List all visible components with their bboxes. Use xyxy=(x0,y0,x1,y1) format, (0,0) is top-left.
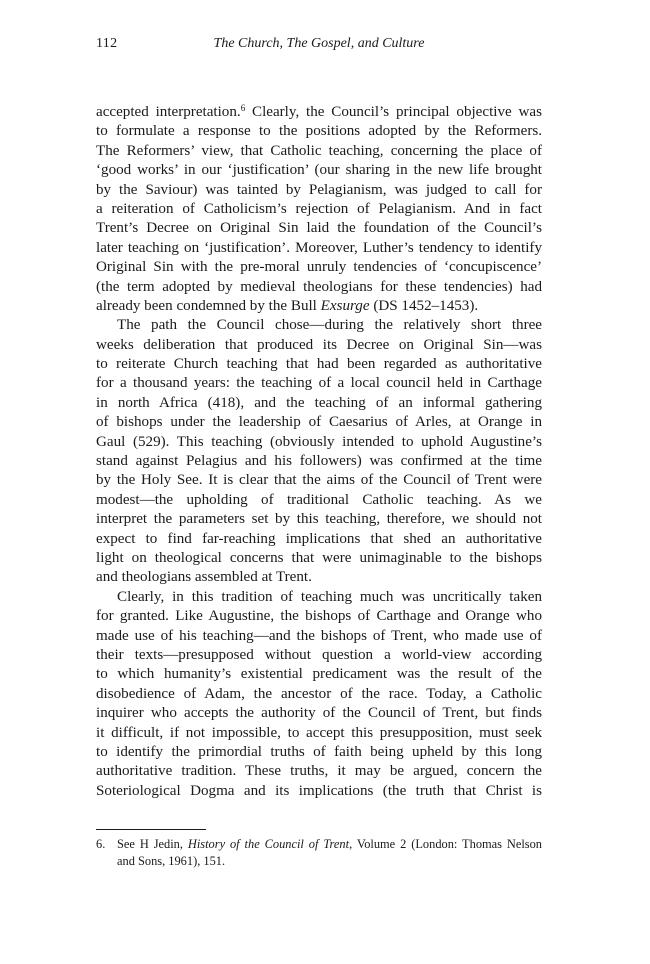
text-line: Clearly, in this tradition of teaching much was uncritically taken xyxy=(117,588,542,605)
text-line: Original Sin with the pre-moral unruly tendencies of ‘concupiscence’ xyxy=(96,259,542,276)
text-line: (the term adopted by medieval theologians for these tendencies) had xyxy=(96,278,542,295)
text-line: ‘good works’ in our ‘justification’ (our sharing in the new life brought xyxy=(96,162,542,179)
running-head: The Church, The Gospel, and Culture xyxy=(213,36,425,51)
footnote-number: 6. xyxy=(96,837,106,851)
text-line: The path the Council chose—during the relatively short three xyxy=(117,317,542,334)
text-segment: Clearly, the Council’s principal objective was xyxy=(245,104,543,120)
footnote-book-title: History of the Council of Trent xyxy=(187,837,350,851)
text-line: stand against Pelagius and his followers) was confirmed at the time xyxy=(96,453,542,470)
footnote-reference: 6 xyxy=(240,103,246,113)
text-line: light on theological concerns that were unimaginable to the bishops xyxy=(96,549,542,566)
text-line: later teaching on ‘justification’. Moreover, Luther’s tendency to identify xyxy=(96,239,542,256)
text-line: authoritative tradition. These truths, it may be argued, concern the xyxy=(96,763,542,780)
body-text xyxy=(96,103,542,801)
footnote-text xyxy=(117,836,542,870)
footnote-text-segment: See H Jedin, xyxy=(117,837,188,851)
text-line: expect to find far-reaching implications that shed an authoritative xyxy=(96,530,542,547)
text-segment: already been condemned by the Bull xyxy=(96,297,321,314)
text-line: by the Saviour) was tainted by Pelagianism, was judged to call for xyxy=(96,181,542,198)
text-line: to which humanity’s existential predicament was the result of the xyxy=(96,666,542,683)
text-line: weeks deliberation that produced its Decree on Original Sin—was xyxy=(96,336,542,353)
text-line: Trent’s Decree on Original Sin laid the foundation of the Council’s xyxy=(96,220,542,237)
text-line xyxy=(96,297,542,316)
text-line: inquirer who accepts the authority of the Council of Trent, but finds xyxy=(96,705,542,722)
text-line: to reiterate Church teaching that had been regarded as authoritative xyxy=(96,356,542,373)
text-line: disobedience of Adam, the ancestor of the race. Today, a Catholic xyxy=(96,685,542,702)
text-line: interpret the parameters set by this teaching, therefore, we should not xyxy=(96,511,542,528)
text-line: for granted. Like Augustine, the bishops of Carthage and Orange who xyxy=(96,608,542,625)
text-line: by the Holy See. It is clear that the aims of the Council of Trent were xyxy=(96,472,542,489)
text-line: of bishops under the leadership of Caesarius of Arles, at Orange in xyxy=(96,414,542,431)
text-line: a reiteration of Catholicism’s rejection of Pelagianism. And in fact xyxy=(96,200,542,217)
text-line: The Reformers’ view, that Catholic teaching, concerning the place of xyxy=(96,142,542,159)
text-line: to formulate a response to the positions adopted by the Reformers. xyxy=(96,123,542,140)
footnote-rule xyxy=(96,829,206,830)
page-number: 112 xyxy=(96,36,118,51)
footnote-text-segment: , Volume 2 (London: Thomas Nelson xyxy=(349,837,543,851)
text-line: Soteriological Dogma and its implications (the truth that Christ is xyxy=(96,782,542,799)
text-line: and theologians assembled at Trent. xyxy=(96,569,312,586)
text-line: in north Africa (418), and the teaching of an informal gathering xyxy=(96,394,542,411)
text-line: to identify the primordial truths of faith being upheld by this long xyxy=(96,743,542,760)
footnote xyxy=(96,836,542,870)
italic-term: Exsurge xyxy=(320,297,370,314)
text-line xyxy=(96,103,542,122)
text-line: for a thousand years: the teaching of a local council held in Carthage xyxy=(96,375,542,392)
footnote-line: and Sons, 1961), 151. xyxy=(117,854,226,868)
text-line: it difficult, if not impossible, to accept this presupposition, must seek xyxy=(96,724,542,741)
text-line: Gaul (529). This teaching (obviously intended to uphold Augustine’s xyxy=(96,433,542,450)
text-segment: (DS 1452–1453). xyxy=(369,297,479,314)
footnote-line xyxy=(117,836,542,853)
text-line: made use of his teaching—and the bishops of Trent, who made use of xyxy=(96,627,542,644)
text-line: modest—the upholding of traditional Catholic teaching. As we xyxy=(96,491,542,508)
text-line: their texts—presupposed without question a world-view according xyxy=(96,646,542,663)
page-header xyxy=(96,36,542,56)
text-segment: accepted interpretation. xyxy=(96,104,241,120)
